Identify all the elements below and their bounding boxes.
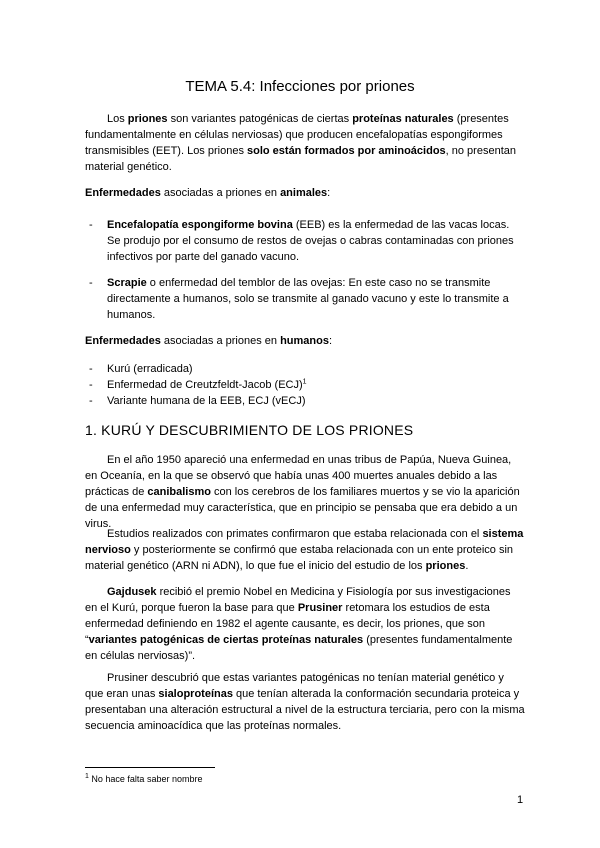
page-number: 1 (517, 794, 524, 806)
text-run: : (328, 335, 333, 347)
text-run: retomara los estudios de esta enfermedad definiendo en 1982 el agente causante, es decir, los priones, que son “ (85, 602, 490, 646)
text-run: Prusiner descubrió que estas variantes patogénicas no tenían material genético y que eran unas (85, 672, 504, 700)
text-run: Los (107, 113, 128, 125)
text-run: que tenían alterada la conformación secundaria proteica y presentaban una alteración estructural a nivel de la estructura terciaria, pero con la misma secuencia aminoacídica que las proteínas normales. (85, 688, 525, 732)
list-dash: - (89, 395, 93, 407)
section1-paragraph-3 (85, 584, 525, 664)
animals-heading (85, 185, 525, 201)
text-run: con los cerebros de los familiares muertos y se vio la aparición de una enfermedad muy característica, que en principio se pensaba que era debido a un virus. (85, 486, 520, 530)
intro-paragraph (85, 111, 525, 175)
text-run: asociadas a priones en (160, 335, 281, 347)
section1-paragraph-4 (85, 670, 525, 734)
bold-run: sistema nervioso (85, 528, 524, 556)
text-run: son variantes patogénicas de ciertas (167, 113, 353, 125)
footnote (85, 774, 202, 784)
text-run: o enfermedad del temblor de las ovejas: En este caso no se transmite directamente a humanos, solo se transmite al ganado vacuno y este lo transmite a humanos. (107, 277, 509, 321)
text-run: En el año 1950 apareció una enfermedad en unas tribus de Papúa, Nueva Guinea, en Oceanía, en la que se observó que había unas 400 muertes anuales debido a las prácticas de (85, 454, 512, 498)
list-item (85, 377, 525, 393)
text-run: . (465, 560, 469, 572)
footnote-reference[interactable]: 1 (302, 378, 307, 386)
bold-run: Encefalopatía espongiforme bovina (107, 219, 293, 231)
bold-run: Gajdusek (107, 586, 157, 598)
bold-run: Prusiner (297, 602, 343, 614)
list-item (85, 275, 525, 323)
page-title: TEMA 5.4: Infecciones por priones (185, 78, 415, 95)
text-run: (presentes fundamentalmente en células nerviosas)”. (85, 634, 513, 662)
animals-disease-list (85, 217, 525, 265)
text-run: asociadas a priones en (160, 187, 281, 199)
bold-run: solo están formados por aminoácidos (247, 145, 446, 157)
section-heading: 1. KURÚ Y DESCUBRIMIENTO DE LOS PRIONES (85, 422, 414, 438)
footnote-number: 1 (85, 773, 89, 780)
list-item (85, 361, 525, 377)
text-run: (presentes fundamentalmente en células nerviosas) que producen encefalopatías espongiformes transmisibles (EET). Los priones (85, 113, 509, 157)
bold-run: sialoproteínas (158, 688, 233, 700)
bold-run: Enfermedades (85, 335, 161, 347)
list-dash: - (89, 219, 93, 231)
animals-disease-list-2 (85, 275, 525, 323)
footnote-divider (85, 767, 215, 768)
text-run: y posteriormente se confirmó que estaba relacionada con un ente proteico sin material genético (ARN ni ADN), lo que fue el inicio del estudio de los (85, 544, 514, 572)
text-run: recibió el premio Nobel en Medicina y Fisiología por sus investigaciones en el Kurú, porque fueron la base para que (85, 586, 511, 614)
bold-run: humanos (280, 335, 329, 347)
humans-disease-list (85, 361, 525, 409)
list-item (85, 217, 525, 265)
list-dash: - (89, 277, 93, 289)
list-dash: - (89, 363, 93, 375)
text-run: (EEB) es la enfermedad de las vacas locas. Se produjo por el consumo de restos de ovejas o cabras contaminadas con priones infectivos por parte del ganado vacuno. (107, 219, 514, 263)
humans-heading (85, 333, 525, 349)
bold-run: proteínas naturales (352, 113, 454, 125)
bold-run: Scrapie (107, 277, 147, 289)
text-run: Variante humana de la EEB, ECJ (vECJ) (107, 395, 306, 407)
bold-run: priones (425, 560, 466, 572)
text-run: Kurú (erradicada) (107, 363, 193, 375)
bold-run: canibalismo (147, 486, 211, 498)
text-run: Enfermedad de Creutzfeldt-Jacob (ECJ) (107, 379, 303, 391)
list-item (85, 393, 525, 409)
text-run: , no presentan material genético. (85, 145, 516, 173)
bold-run: priones (127, 113, 168, 125)
list-dash: - (89, 379, 93, 391)
bold-run: variantes patogénicas de ciertas proteínas naturales (88, 634, 364, 646)
text-run: : (327, 187, 331, 199)
section1-paragraph-2 (85, 526, 525, 574)
footnote-text: No hace falta saber nombre (88, 774, 203, 784)
text-run: Estudios realizados con primates confirmaron que estaba relacionada con el (107, 528, 483, 540)
bold-run: Enfermedades (85, 187, 161, 199)
bold-run: animales (280, 187, 328, 199)
section1-paragraph-1 (85, 452, 525, 532)
